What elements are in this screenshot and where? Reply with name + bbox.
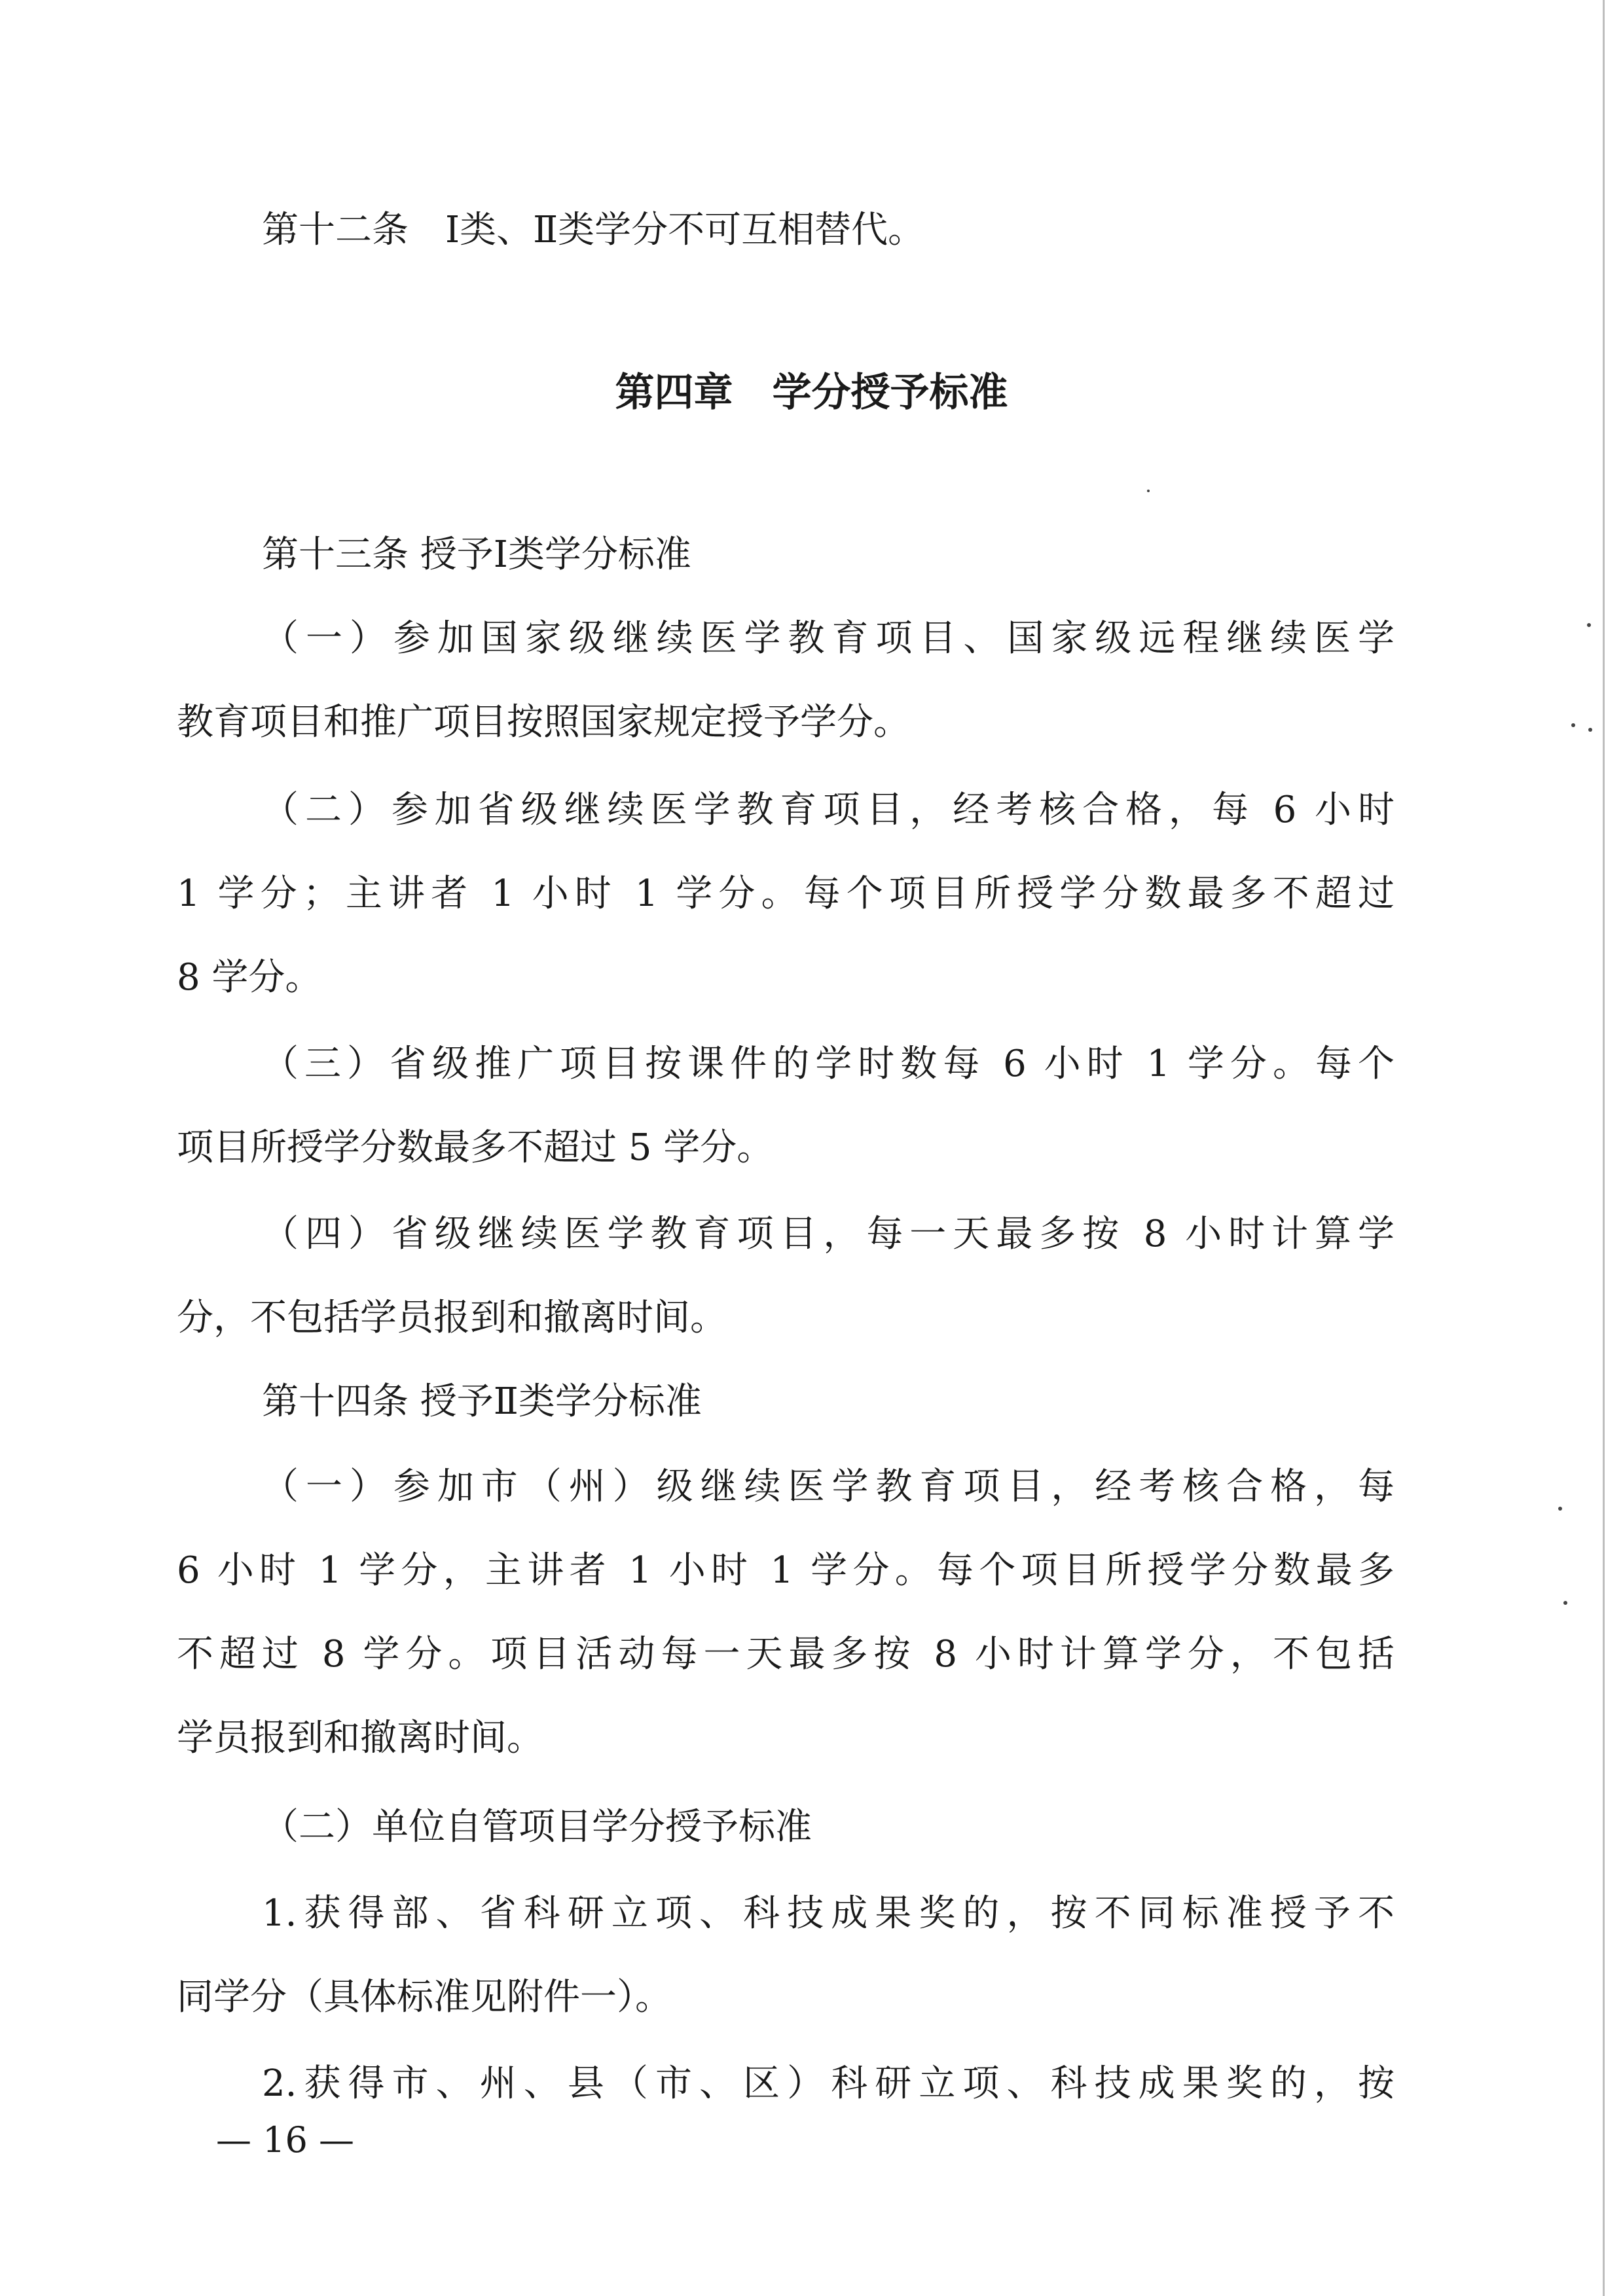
article-13-item-2-line-2: 1 学分；主讲者 1 小时 1 学分。每个项目所授学分数最多不超过 xyxy=(177,872,1395,915)
article-14-item-1-line-3: 不超过 8 学分。项目活动每一天最多按 8 小时计算学分，不包括 xyxy=(177,1633,1395,1676)
article-14-item-1-line-4: 学员报到和撤离时间。 xyxy=(177,1717,543,1759)
article-13-item-1-line-2: 教育项目和推广项目按照国家规定授予学分。 xyxy=(177,701,910,744)
article-12: 第十二条 Ⅰ类、Ⅱ类学分不可互相替代。 xyxy=(262,209,925,251)
scan-edge-line xyxy=(1603,0,1605,2296)
article-13-item-4-line-2: 分，不包括学员报到和撤离时间。 xyxy=(177,1297,727,1339)
article-13-item-3-line-1: （三）省级推广项目按课件的学时数每 6 小时 1 学分。每个 xyxy=(262,1043,1395,1085)
article-14-title: 第十四条 授予Ⅱ类学分标准 xyxy=(262,1380,702,1423)
article-14-item-2-title: （二）单位自管项目学分授予标准 xyxy=(262,1806,812,1848)
article-13-item-2-line-1: （二）参加省级继续医学教育项目，经考核合格，每 6 小时 xyxy=(262,789,1395,831)
scan-speck xyxy=(1563,1601,1567,1605)
article-13-item-2-line-3: 8 学分。 xyxy=(177,956,322,999)
article-14-item-1-line-2: 6 小时 1 学分，主讲者 1 小时 1 学分。每个项目所授学分数最多 xyxy=(177,1549,1395,1592)
article-13-title: 第十三条 授予Ⅰ类学分标准 xyxy=(262,533,691,576)
article-13-item-1-line-1: （一）参加国家级继续医学教育项目、国家级远程继续医学 xyxy=(262,617,1395,660)
scan-speck xyxy=(1571,723,1575,727)
scan-speck xyxy=(1558,1507,1562,1511)
article-14-item-1-line-1: （一）参加市（州）级继续医学教育项目，经考核合格，每 xyxy=(262,1465,1395,1508)
article-14-sub-1-line-2: 同学分（具体标准见附件一）。 xyxy=(177,1976,672,2018)
article-13-item-4-line-1: （四）省级继续医学教育项目，每一天最多按 8 小时计算学 xyxy=(262,1213,1395,1255)
article-13-item-3-line-2: 项目所授学分数最多不超过 5 学分。 xyxy=(177,1126,774,1169)
scan-speck xyxy=(1587,623,1591,627)
article-14-sub-1-line-1: 1.获得部、省科研立项、科技成果奖的，按不同标准授予不 xyxy=(262,1892,1395,1935)
page-number: — 16 — xyxy=(216,2119,355,2161)
chapter-heading: 第四章 学分授予标准 xyxy=(615,370,1008,416)
scan-speck xyxy=(1147,490,1150,492)
scan-speck xyxy=(1588,728,1592,732)
article-14-sub-2-line-1: 2.获得市、州、县（市、区）科研立项、科技成果奖的，按 xyxy=(262,2062,1395,2105)
